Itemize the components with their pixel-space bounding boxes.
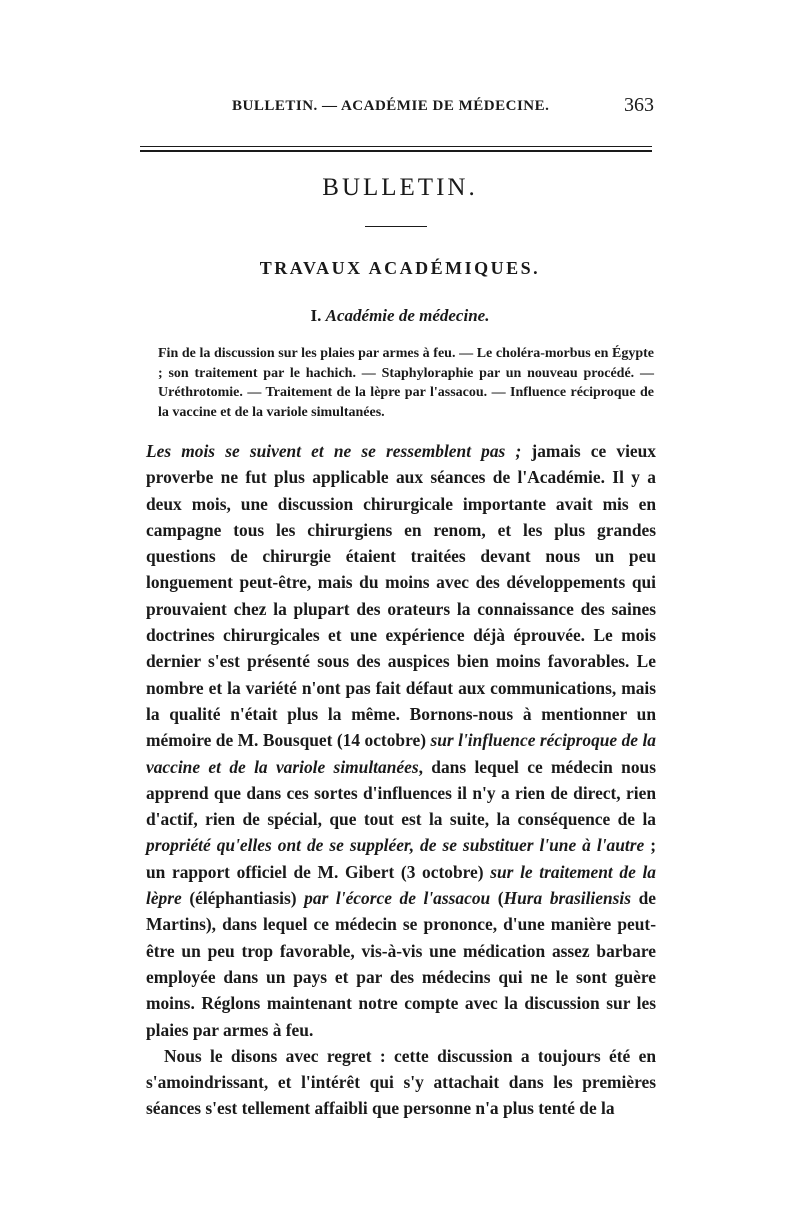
- subsection-number: I.: [310, 306, 322, 325]
- header-double-rule: [140, 146, 652, 152]
- text: (: [490, 888, 504, 909]
- paragraph-1: [146, 438, 656, 1043]
- text-italic: Les mois se suivent et ne se ressemblent pas ;: [146, 441, 522, 461]
- text-italic: sur le traitement de la lèpre: [146, 861, 656, 909]
- text: jamais ce vieux proverbe ne fut plus applicable aux séances de l'Académie. Il y a deux mois, une discussion chirurgicale importante avait mis en campagne tous les chirurgiens en renom, et les plus grandes questions de chirurgie étaient traitées devant nous un peu longuement peut-être, mais du moins avec des développements qui prouvaient chez la plupart des orateurs la connaissance des saines doctrines chirurgicales et une expérience déjà éprouvée. Le mois dernier s'est présenté sous des auspices bien moins favorables. Le nombre et la variété n'ont pas fait défaut aux communications, mais la qualité n'était plus la même. Bornons-nous à mentionner un mémoire de M. Bousquet (14 octobre): [146, 441, 656, 751]
- page-number: 363: [624, 94, 654, 116]
- section-title: TRAVAUX ACADÉMIQUES.: [259, 258, 541, 278]
- text: (éléphantiasis): [181, 888, 305, 909]
- paragraph-2: Nous le disons avec regret : cette discussion a toujours été en s'amoindrissant, et l'intérêt qui s'y attachait dans les premières séances s'est tellement affaibli que personne n'a plus tenté de la: [146, 1045, 656, 1119]
- text: , dans lequel ce médecin nous apprend que dans ces sortes d'influences il n'y a rien de direct, rien d'actif, rien de spécial, que tout est la suite, la conséquence de la: [146, 756, 656, 830]
- subsection-name: Académie de médecine.: [325, 306, 490, 325]
- running-head: [232, 96, 654, 120]
- body-text: [146, 438, 656, 1122]
- title-divider: [365, 226, 427, 227]
- text-italic: par l'écorce de l'assacou: [304, 888, 491, 909]
- text-italic: propriété qu'elles ont de se suppléer, de se substituer l'une à l'autre: [146, 835, 645, 856]
- text-italic: Hura brasiliensis: [503, 888, 632, 909]
- text-italic: sur l'influence réciproque de la vaccine et de la variole simultanées: [146, 730, 656, 777]
- text: ; un rapport officiel de M. Gibert (3 octobre): [146, 835, 656, 882]
- section-summary: Fin de la discussion sur les plaies par armes à feu. — Le choléra-morbus en Égypte ; son traitement par le hachich. — Staphylorаphie par un nouveau procédé. — Uréthrotomie. — Traitement de la lèpre par l'assacou. — Influence réciproque de la vaccine et de la variole simultanées.: [158, 346, 654, 420]
- text: de Martins), dans lequel ce médecin se prononce, d'une manière peut-être un peu trop favorable, vis-à-vis une médication assez barbare employée dans un pays et par des médecins qui ne le sont guère moins. Réglons maintenant notre compte avec la discussion sur les plaies par armes à feu.: [146, 888, 656, 1040]
- page-title: BULLETIN.: [322, 174, 478, 201]
- running-title: BULLETIN. — ACADÉMIE DE MÉDECINE.: [232, 98, 550, 114]
- subsection-title: [140, 306, 660, 326]
